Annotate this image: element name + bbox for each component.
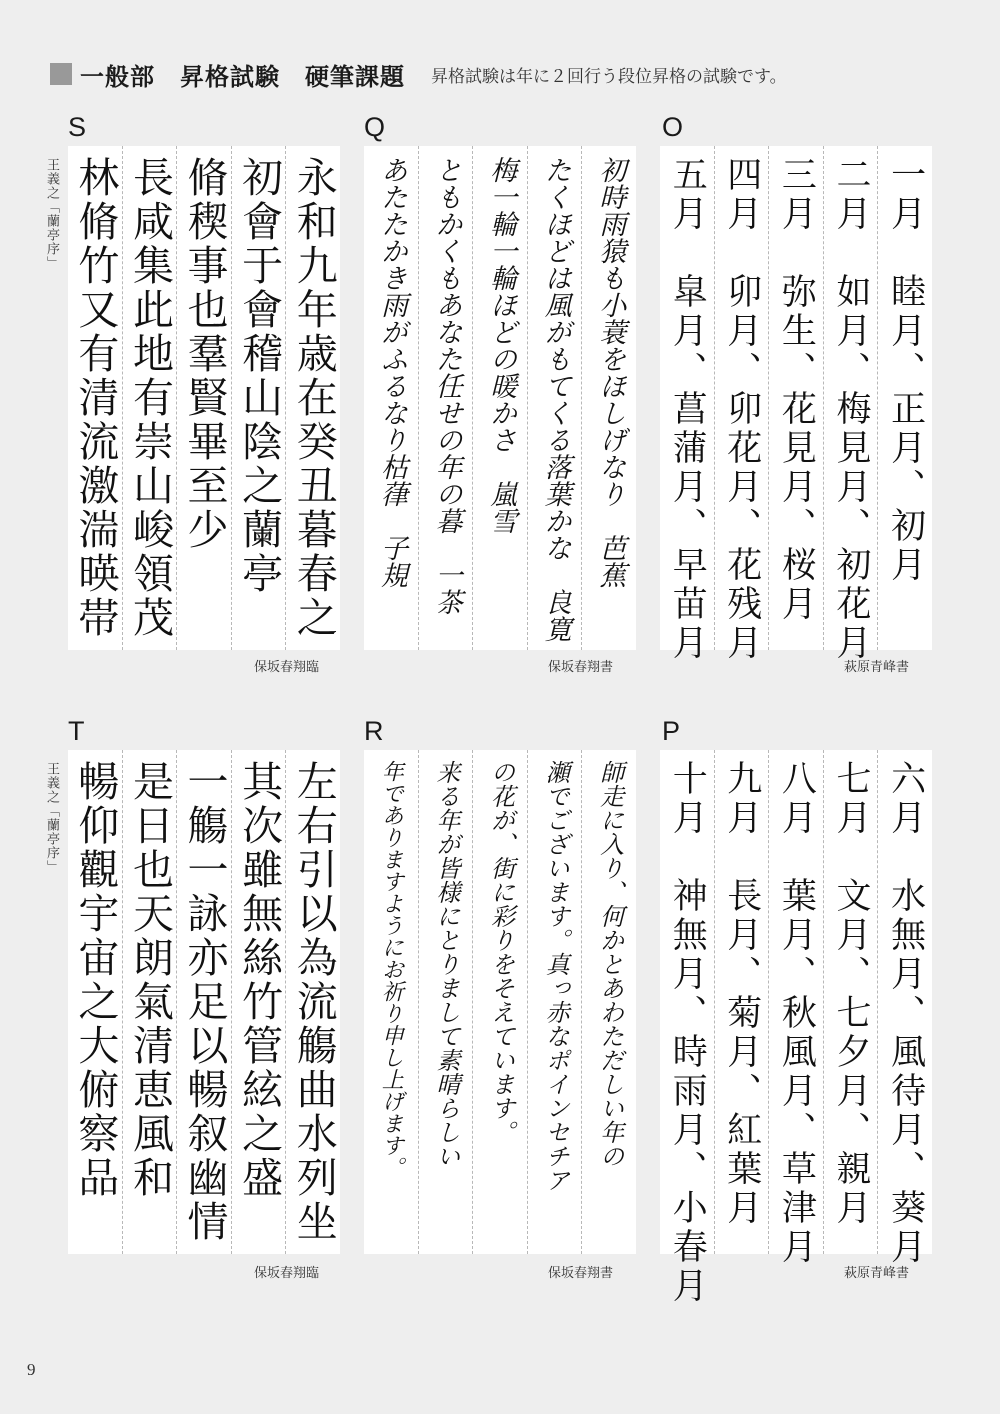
sheet-s [68,146,340,650]
section-label-s: S [68,112,87,142]
column [472,750,527,1254]
column [472,146,527,650]
column [176,750,231,1254]
section-label-o: O [662,112,684,142]
column-text: 暢仰觀宇宙之大俯察品 [71,760,120,1200]
page-number: 9 [27,1360,36,1379]
column-text: 永和九年歳在癸丑暮春之 [289,156,338,640]
column-text: 六月 水無月、風待月、葵月 [885,760,926,1267]
column-text: 十月 神無月、時雨月、小春月 [667,760,708,1306]
column [364,146,418,650]
section-label-p: P [662,716,681,746]
column-text: 二月 如月、梅見月、初花月 [830,156,871,663]
section-label-t: T [68,716,85,746]
column [122,146,177,650]
side-note-t: 王義之「蘭亭序」 [44,762,59,874]
column [877,146,932,650]
column-text: 八月 葉月、秋風月、草津月 [776,760,817,1267]
column [660,750,714,1306]
column [527,750,582,1254]
column-text: の花が、街に彩りをそえています。 [486,760,515,1144]
column-text: あたたかき雨がふるなり枯葎 子規 [376,156,407,588]
column-text: ともかくもあなた任せの年の暮 一茶 [430,156,462,615]
column [122,750,177,1254]
column [418,146,473,650]
credit-r: 保坂春翔書 [548,1266,614,1281]
column-text: たくほどは風がもてくる落葉かな 良寛 [539,156,571,642]
credit-t: 保坂春翔臨 [254,1266,320,1281]
page-description: 昇格試験は年に２回行う段位昇格の試験です。 [431,66,787,87]
sheet-q [364,146,636,650]
column [285,750,340,1254]
column [823,146,878,663]
column [581,750,636,1254]
sheet-t [68,750,340,1254]
column [768,750,823,1267]
sheet-r [364,750,636,1254]
column-text: 九月 長月、菊月、紅葉月 [721,760,762,1228]
column [231,750,286,1254]
side-note-s: 王義之「蘭亭序」 [44,158,59,270]
column [823,750,878,1254]
section-label-r: R [364,716,384,746]
column [176,146,231,650]
column-text: 来る年が皆様にとりまして素晴らしい [432,760,461,1168]
column [660,146,714,663]
column [714,750,769,1254]
column [285,146,340,650]
column-text: 三月 弥生、花見月、桜月 [776,156,817,624]
section-label-q: Q [364,112,386,142]
column [68,146,122,650]
column-text: 脩稧事也羣賢畢至少 [180,156,229,552]
column [68,750,122,1254]
header-square-icon [50,63,72,85]
column-text: 左右引以為流觴曲水列坐 [289,760,338,1244]
column [581,146,636,650]
column-text: 瀬でございます。真っ赤なポインセチア [541,760,570,1192]
column-text: 初會于會稽山陰之蘭亭 [235,156,284,596]
column-text: 初時雨猿も小蓑をほしげなり 芭蕉 [594,156,626,588]
credit-s: 保坂春翔臨 [254,660,320,675]
sheet-o [660,146,932,663]
column-text: 長咸集此地有崇山峻領茂 [125,156,174,640]
column-text: 師走に入り、何かとあわただしい年の [595,760,624,1168]
column [231,146,286,650]
column-text: 其次雖無絲竹管絃之盛 [235,760,284,1200]
column-text: 梅一輪一輪ほどの暖かさ 嵐雪 [485,156,517,534]
column-text: 七月 文月、七夕月、親月 [830,760,871,1228]
credit-q: 保坂春翔書 [548,660,614,675]
column-text: 年でありますようにお祈り申し上げます。 [378,760,404,1178]
page-header [50,56,787,92]
column [364,750,418,1254]
column-text: 四月 卯月、卯花月、花残月 [721,156,762,663]
column [714,146,769,663]
credit-o: 萩原青峰書 [844,660,910,675]
credit-p: 萩原青峰書 [844,1266,910,1281]
column-text: 一月 睦月、正月、初月 [885,156,926,585]
column-text: 林脩竹又有清流激湍暎帯 [71,156,120,640]
column-text: 是日也天朗氣清恵風和 [125,760,174,1200]
page-title: 一般部 昇格試験 硬筆課題 [80,62,405,91]
column [527,146,582,650]
column [877,750,932,1267]
column-text: 五月 皐月、菖蒲月、早苗月 [667,156,708,663]
column [418,750,473,1254]
column-text: 一觴一詠亦足以暢叙幽情 [180,760,229,1244]
column [768,146,823,650]
